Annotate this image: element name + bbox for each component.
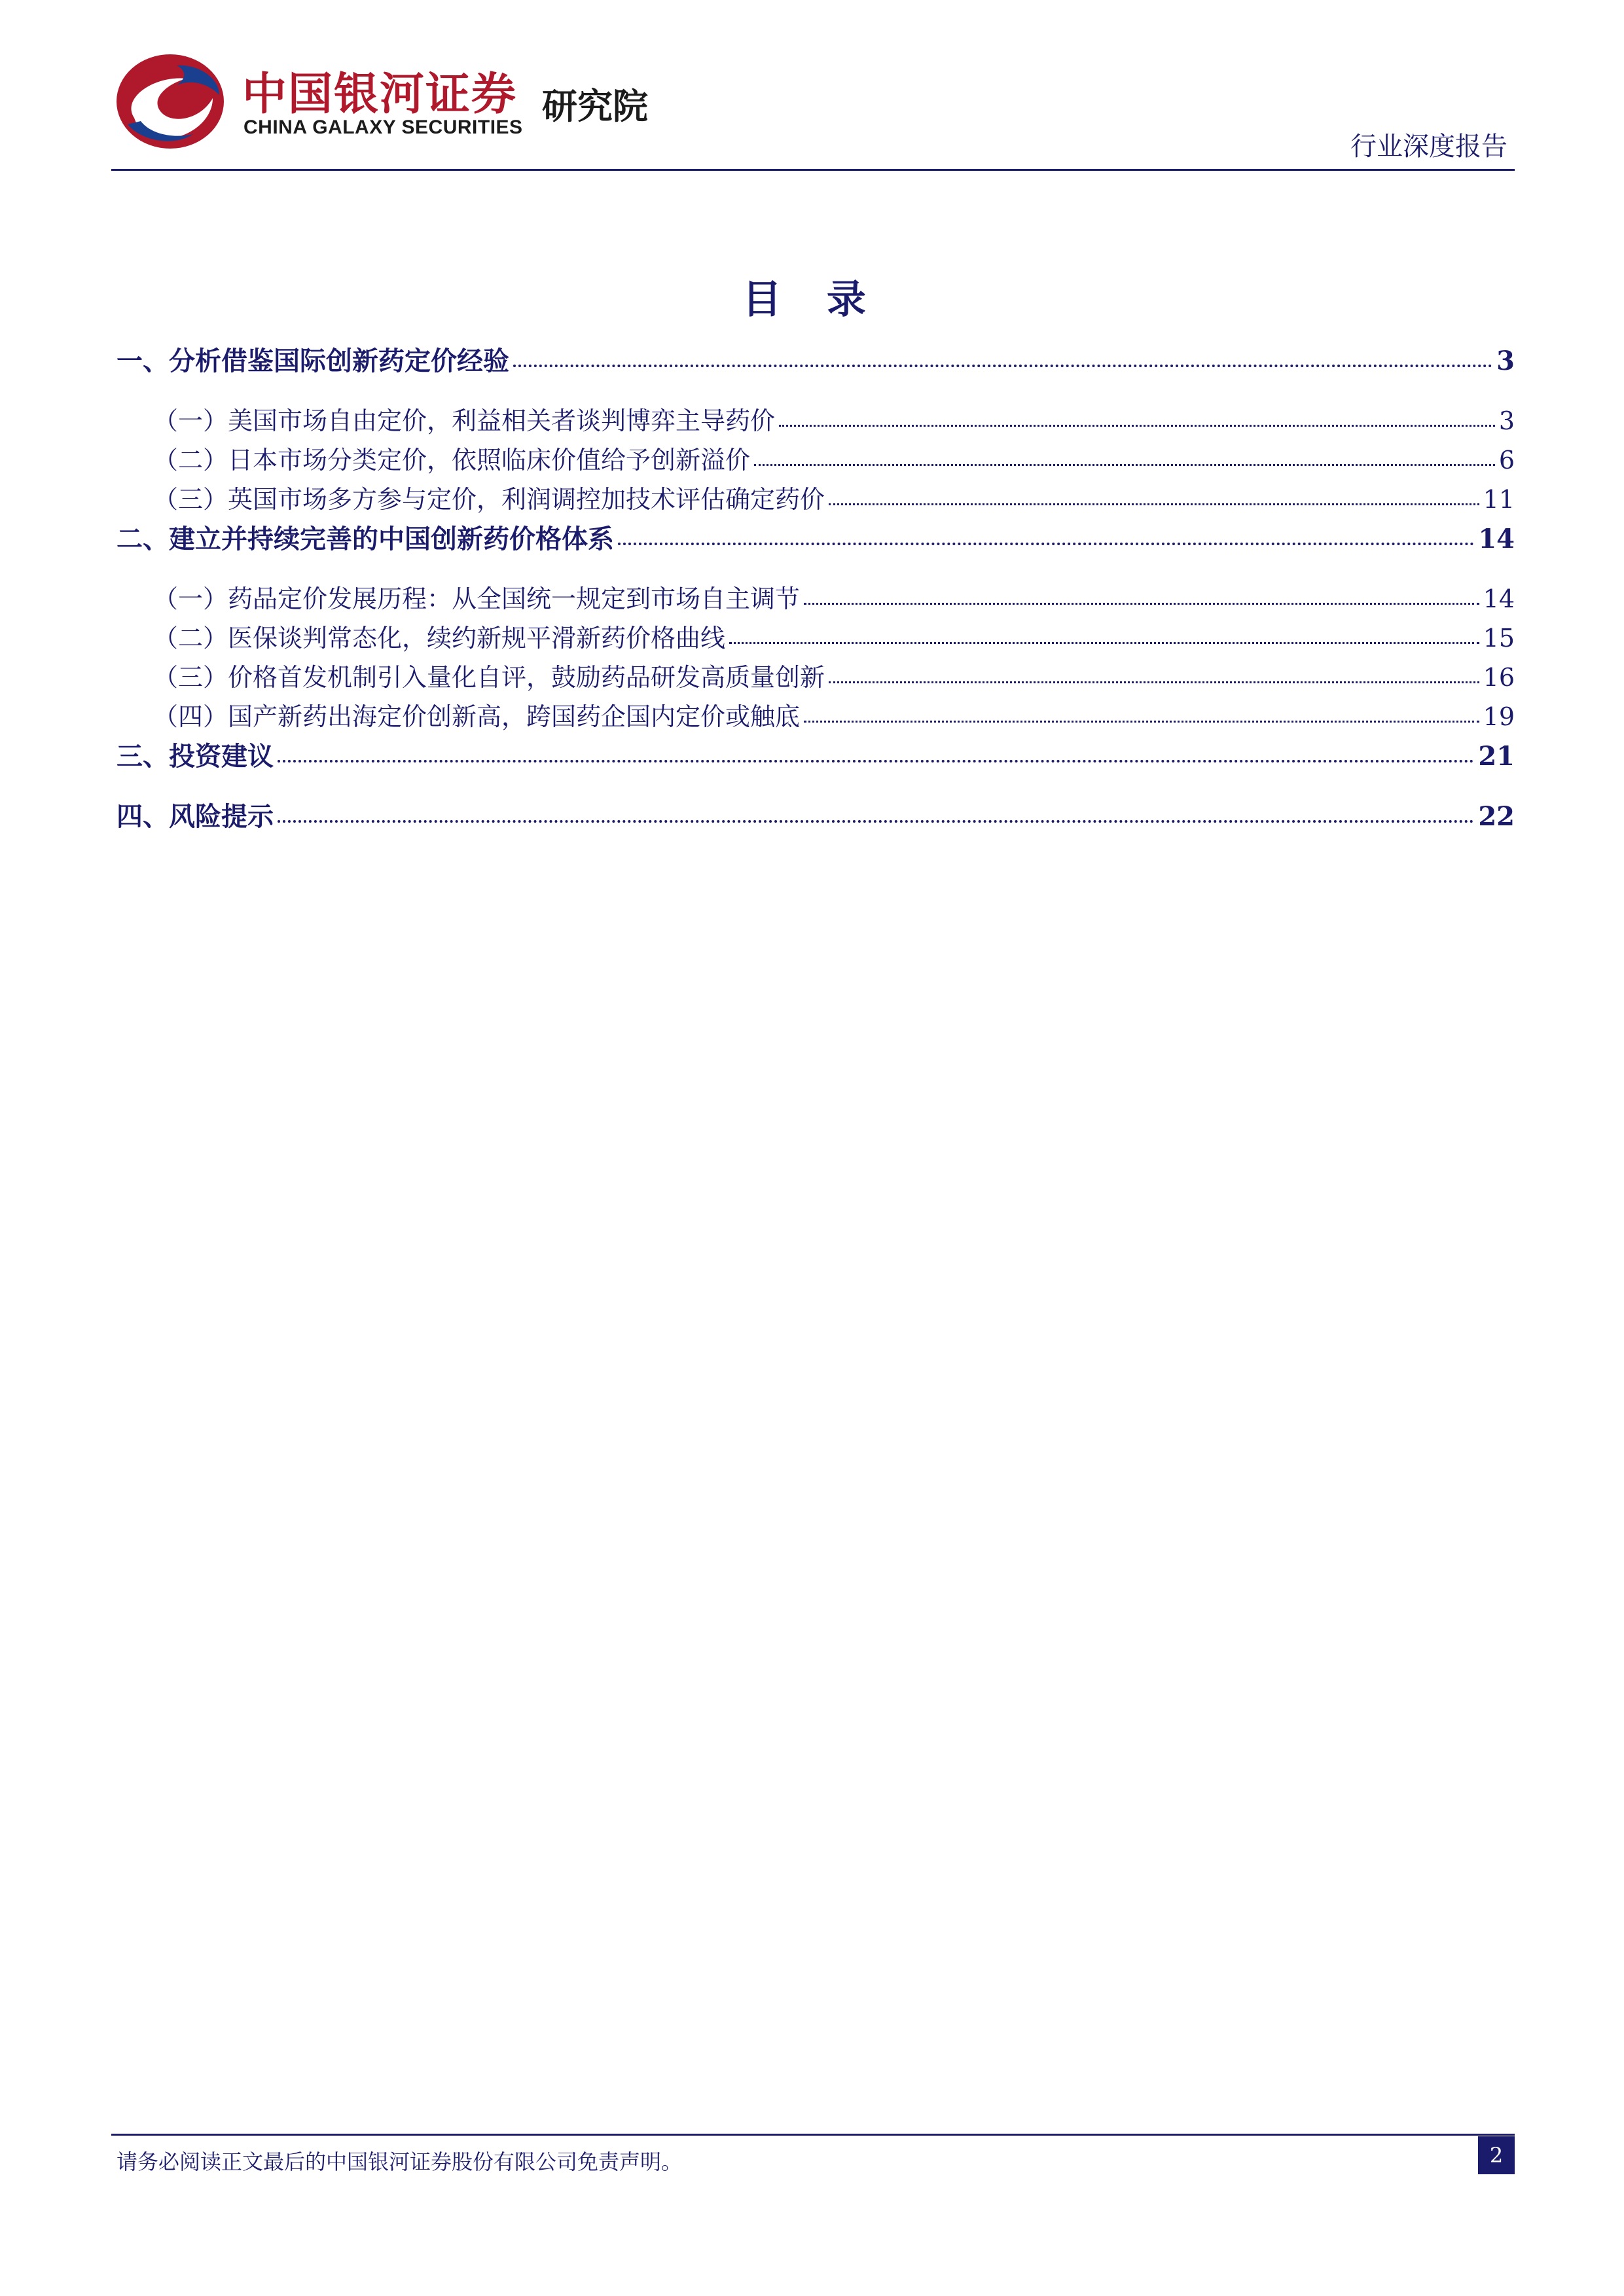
disclaimer-text: 请务必阅读正文最后的中国银河证券股份有限公司免责声明。: [117, 2149, 683, 2174]
toc-entry-section-4[interactable]: [117, 796, 1515, 835]
header-divider: [111, 169, 1515, 171]
dot-leader: [513, 365, 1492, 367]
toc-entry-text: 四、风险提示: [117, 801, 274, 832]
toc-entry-section-2-1[interactable]: [117, 579, 1515, 618]
toc-entry-text: （三）价格首发机制引入量化自评，鼓励药品研发高质量创新: [153, 663, 825, 692]
dot-leader: [729, 642, 1479, 644]
toc-entry-section-1-1[interactable]: [117, 401, 1515, 440]
toc-entry-page: 14: [1483, 584, 1515, 613]
logo-chinese-name: 中国银河证券: [242, 69, 518, 120]
toc-entry-section-1-3[interactable]: [117, 479, 1515, 518]
dot-leader: [804, 721, 1479, 723]
toc-entry-section-1-2[interactable]: [117, 440, 1515, 479]
toc-entry-text: （二）医保谈判常态化，续约新规平滑新药价格曲线: [153, 624, 726, 653]
toc-entry-text: （一）美国市场自由定价，利益相关者谈判博弈主导药价: [153, 406, 776, 435]
toc-entry-page: 6: [1498, 446, 1515, 475]
toc-entry-page: 15: [1483, 624, 1515, 653]
toc-entry-page: 3: [1496, 346, 1515, 376]
toc-title: 目 录: [742, 277, 882, 323]
footer-divider: [111, 2134, 1515, 2136]
report-type-label: 行业深度报告: [1350, 132, 1507, 162]
dot-leader: [829, 681, 1479, 683]
dot-leader: [829, 503, 1479, 505]
toc-entry-text: 三、投资建议: [117, 741, 274, 772]
toc-entry-text: 二、建立并持续完善的中国创新药价格体系: [117, 524, 614, 554]
toc-entry-page: 16: [1483, 663, 1515, 692]
dot-leader: [779, 425, 1495, 427]
toc-entry-page: 19: [1483, 702, 1515, 731]
galaxy-logo-icon: [115, 52, 226, 151]
toc-entry-page: 21: [1478, 741, 1515, 772]
dot-leader: [278, 760, 1474, 762]
dot-leader: [278, 820, 1474, 823]
table-of-contents: [117, 340, 1515, 835]
dot-leader: [754, 464, 1495, 466]
toc-entry-text: （二）日本市场分类定价，依照临床价值给予创新溢价: [153, 446, 751, 475]
toc-entry-page: 22: [1478, 801, 1515, 832]
toc-entry-page: 3: [1498, 406, 1515, 435]
toc-entry-page: 14: [1478, 524, 1515, 554]
toc-entry-section-2-4[interactable]: [117, 696, 1515, 736]
toc-entry-section-2-2[interactable]: [117, 618, 1515, 657]
toc-entry-section-2-3[interactable]: [117, 657, 1515, 696]
page-number: 2: [1478, 2136, 1515, 2174]
institute-label: 研究院: [542, 86, 648, 127]
toc-entry-text: （四）国产新药出海定价创新高，跨国药企国内定价或触底: [153, 702, 801, 731]
page-header: [0, 0, 1624, 171]
toc-entry-section-3[interactable]: [117, 736, 1515, 775]
toc-entry-section-2[interactable]: [117, 518, 1515, 558]
logo-english-name: CHINA GALAXY SECURITIES: [244, 117, 523, 138]
dot-leader: [618, 543, 1474, 545]
dot-leader: [804, 603, 1479, 605]
toc-entry-text: 一、分析借鉴国际创新药定价经验: [117, 346, 509, 376]
toc-entry-page: 11: [1483, 485, 1515, 514]
toc-entry-text: （一）药品定价发展历程：从全国统一规定到市场自主调节: [153, 584, 801, 613]
toc-entry-section-1[interactable]: [117, 340, 1515, 380]
toc-entry-text: （三）英国市场多方参与定价，利润调控加技术评估确定药价: [153, 485, 825, 514]
